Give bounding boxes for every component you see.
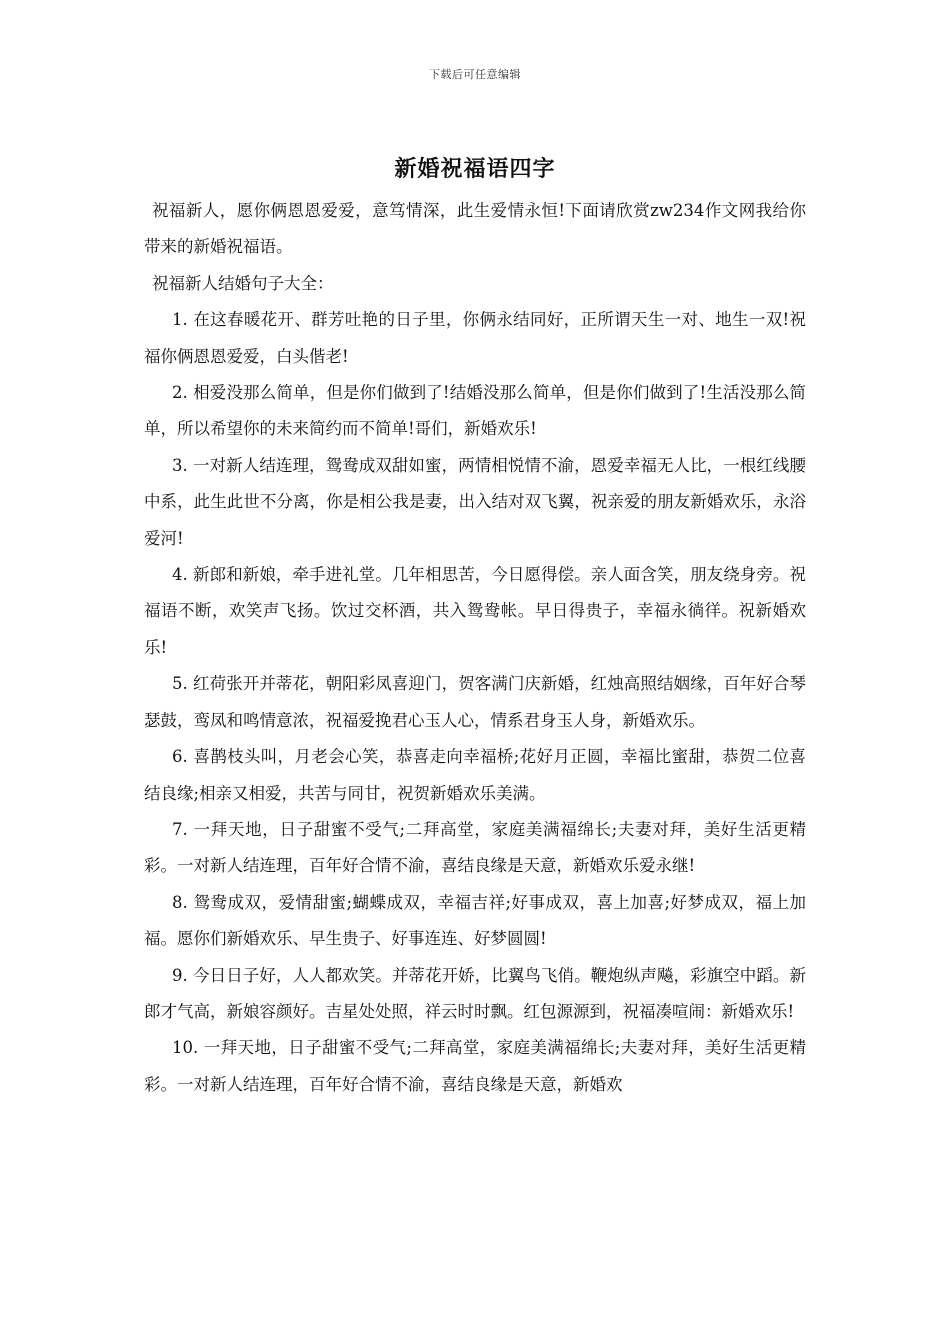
blessing-item-6: 6. 喜鹊枝头叫，月老会心笑，恭喜走向幸福桥;花好月正圆，幸福比蜜甜，恭贺二位喜结良缘;相亲又相爱，共苦与同甘，祝贺新婚欢乐美满。 — [144, 747, 806, 803]
blessing-item-7: 7. 一拜天地，日子甜蜜不受气;二拜高堂，家庭美满福绵长;夫妻对拜，美好生活更精彩。一对新人结连理，百年好合情不渝，喜结良缘是天意，新婚欢乐爱永继! — [144, 819, 806, 876]
blessing-item-1: 1. 在这春暖花开、群芳吐艳的日子里，你俩永结同好，正所谓天生一对、地生一双!祝福你俩恩恩爱爱，白头偕老! — [144, 310, 806, 366]
blessing-item-10: 10. 一拜天地，日子甜蜜不受气;二拜高堂，家庭美满福绵长;夫妻对拜，美好生活更精彩。一对新人结连理，百年好合情不渝，喜结良缘是天意，新婚欢 — [144, 1038, 806, 1094]
blessing-item-2: 2. 相爱没那么简单，但是你们做到了!结婚没那么简单，但是你们做到了!生活没那么简单，所以希望你的未来简约而不简单!哥们，新婚欢乐! — [144, 383, 806, 439]
document-title: 新婚祝福语四字 — [394, 156, 556, 182]
blessing-item-4: 4. 新郎和新娘，牵手进礼堂。几年相思苦，今日愿得偿。亲人面含笑，朋友绕身旁。祝福语不断，欢笑声飞扬。饮过交杯酒，共入鸳鸯帐。早日得贵子，幸福永徜徉。祝新婚欢乐! — [144, 565, 806, 657]
intro-paragraph: 祝福新人，愿你俩恩恩爱爱，意笃情深，此生爱情永恒!下面请欣赏zw234作文网我给你带来的新婚祝福语。 — [144, 201, 806, 257]
section-subheading: 祝福新人结婚句子大全： — [152, 273, 334, 293]
document-body — [144, 193, 806, 1103]
blessing-item-3: 3. 一对新人结连理，鸳鸯成双甜如蜜，两情相悦情不渝，恩爱幸福无人比，一根红线腰中系，此生此世不分离，你是相公我是妻，出入结对双飞翼，祝亲爱的朋友新婚欢乐，永浴爱河! — [144, 455, 806, 548]
blessing-item-9: 9. 今日日子好，人人都欢笑。并蒂花开娇，比翼鸟飞俏。鞭炮纵声飚，彩旗空中蹈。新郎才气高，新娘容颜好。吉星处处照，祥云时时飘。红包源源到，祝福凑喧闹：新婚欢乐! — [144, 965, 806, 1021]
header-note: 下载后可任意编辑 — [429, 68, 521, 81]
blessing-item-5: 5. 红荷张开并蒂花，朝阳彩凤喜迎门，贺客满门庆新婚，红烛高照结姻缘，百年好合琴瑟鼓，鸾凤和鸣情意浓，祝福爱挽君心玉人心，情系君身玉人身，新婚欢乐。 — [144, 674, 806, 730]
blessing-item-8: 8. 鸳鸯成双，爱情甜蜜;蝴蝶成双，幸福吉祥;好事成双，喜上加喜;好梦成双，福上加福。愿你们新婚欢乐、早生贵子、好事连连、好梦圆圆! — [144, 892, 806, 949]
